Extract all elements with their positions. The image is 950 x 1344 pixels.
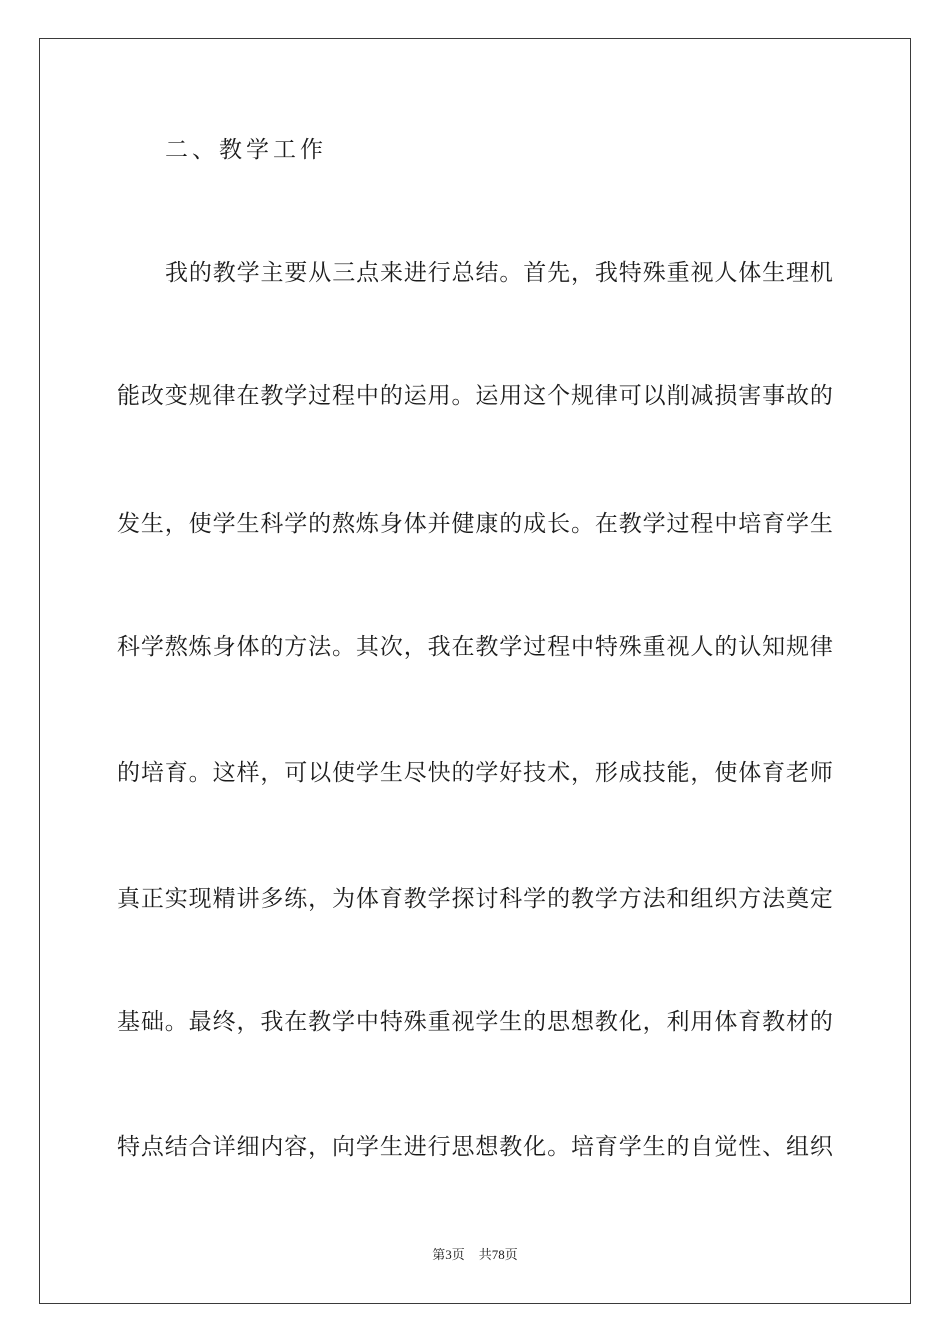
paragraph-line: 科学熬炼身体的方法。其次，我在教学过程中特殊重视人的认知规律 — [117, 634, 833, 660]
page-total: 共78页 — [478, 1247, 518, 1262]
paragraph-line: 的培育。这样，可以使学生尽快的学好技术，形成技能，使体育老师 — [117, 760, 833, 786]
paragraph-line: 发生，使学生科学的熬炼身体并健康的成长。在教学过程中培育学生 — [117, 511, 833, 537]
paragraph-line: 能改变规律在教学过程中的运用。运用这个规律可以削减损害事故的 — [117, 383, 833, 409]
page-footer — [0, 1246, 950, 1264]
page-number: 第3页 — [432, 1247, 465, 1262]
paragraph-line: 基础。最终，我在教学中特殊重视学生的思想教化，利用体育教材的 — [117, 1009, 833, 1035]
section-heading: 二、教学工作 — [165, 137, 327, 163]
paragraph-line: 我的教学主要从三点来进行总结。首先，我特殊重视人体生理机 — [165, 260, 833, 286]
page-border — [39, 38, 911, 1304]
paragraph-line: 特点结合详细内容，向学生进行思想教化。培育学生的自觉性、组织 — [117, 1134, 833, 1160]
paragraph-line: 真正实现精讲多练，为体育教学探讨科学的教学方法和组织方法奠定 — [117, 886, 833, 912]
